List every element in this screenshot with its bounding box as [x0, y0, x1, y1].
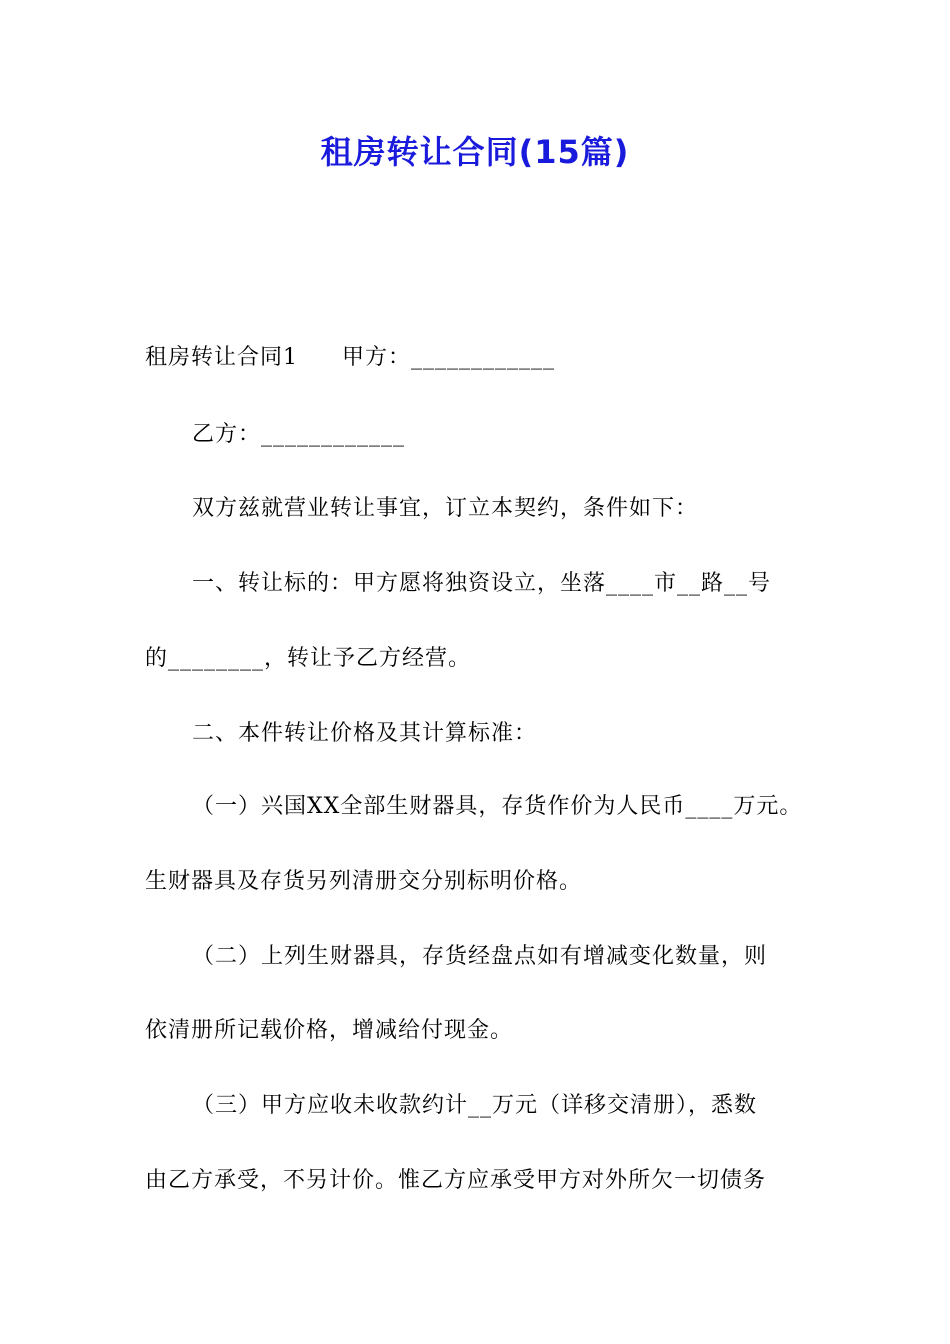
- paragraph-line: 双方兹就营业转让事宜，订立本契约，条件如下：: [192, 496, 699, 521]
- paragraph-line: 生财器具及存货另列清册交分别标明价格。: [145, 869, 583, 894]
- paragraph-line: 依清册所记载价格，增减给付现金。: [145, 1018, 514, 1043]
- paragraph-line: 一、转让标的：甲方愿将独资设立，坐落____市__路__号: [192, 571, 772, 596]
- paragraph-line: 二、本件转让价格及其计算标准：: [192, 721, 538, 746]
- contract-heading: 租房转让合同1: [145, 345, 298, 370]
- paragraph-line: 由乙方承受，不另计价。惟乙方应承受甲方对外所欠一切债务: [145, 1168, 767, 1193]
- paragraph-line: （一）兴国XX全部生财器具，存货作价为人民币____万元。: [192, 794, 803, 819]
- first-line: [145, 340, 555, 376]
- party-b-line: 乙方：____________: [192, 422, 406, 447]
- document-title: 租房转让合同(15篇): [320, 133, 630, 171]
- party-a-line: 甲方：____________: [342, 345, 556, 370]
- paragraph-line: 的________，转让予乙方经营。: [145, 646, 472, 671]
- paragraph-line: （二）上列生财器具，存货经盘点如有增减变化数量，则: [192, 944, 768, 969]
- paragraph-line: （三）甲方应收未收款约计__万元（详移交清册），悉数: [192, 1093, 758, 1118]
